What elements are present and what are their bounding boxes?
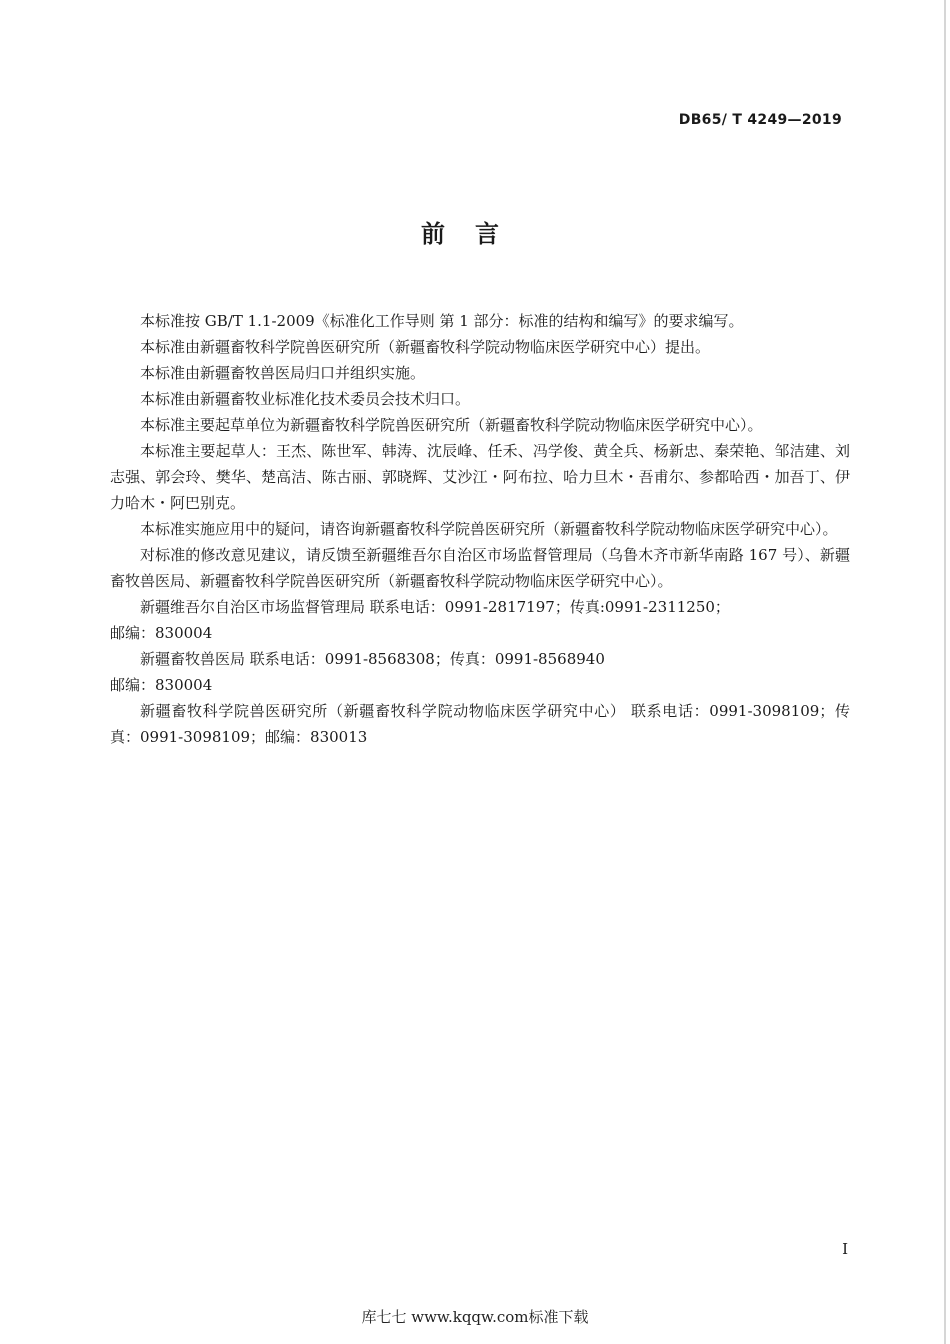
postcode-animal-husbandry-bureau: 邮编：830004 (110, 676, 213, 694)
paragraph-inquiry: 本标准实施应用中的疑问，请咨询新疆畜牧科学院兽医研究所（新疆畜牧科学院动物临床医学研究中心）。 (140, 520, 838, 538)
paragraph-implementer: 本标准由新疆畜牧兽医局归口并组织实施。 (140, 364, 426, 382)
paragraph-feedback: 对标准的修改意见建议，请反馈至新疆维吾尔自治区市场监督管理局（乌鲁木齐市新华南路 167 号）、新疆畜牧兽医局、新疆畜牧科学院兽医研究所（新疆畜牧科学院动物临床医学研究中心）。 (110, 546, 850, 590)
paragraph-drafters: 本标准主要起草人：王杰、陈世军、韩涛、沈辰峰、任禾、冯学俊、黄全兵、杨新忠、秦荣艳、邹洁建、刘志强、郭会玲、樊华、楚高洁、陈古丽、郭晓辉、艾沙江・阿布拉、哈力旦木・吾甫尔、参都哈西・加吾丁、伊力哈木・阿巴别克。 (110, 442, 850, 512)
page-number: I (842, 1240, 848, 1258)
paragraph-committee: 本标准由新疆畜牧业标准化技术委员会技术归口。 (140, 390, 471, 408)
standard-code: DB65/ T 4249—2019 (678, 112, 842, 128)
contact-veterinary-institute: 新疆畜牧科学院兽医研究所（新疆畜牧科学院动物临床医学研究中心） 联系电话：0991-3098109；传真：0991-3098109；邮编：830013 (110, 702, 850, 746)
watermark-footer: 库七七 www.kqqw.com标准下载 (361, 1308, 589, 1326)
paragraph-drafting-rule: 本标准按 GB/T 1.1-2009《标准化工作导则 第 1 部分：标准的结构和编写》的要求编写。 (140, 312, 744, 330)
preface-body (110, 308, 850, 750)
paragraph-drafting-unit: 本标准主要起草单位为新疆畜牧科学院兽医研究所（新疆畜牧科学院动物临床医学研究中心）。 (140, 416, 763, 434)
page-title: 前言 (421, 220, 529, 248)
scan-edge-line (944, 0, 946, 1344)
contact-market-bureau: 新疆维吾尔自治区市场监督管理局 联系电话：0991-2817197；传真:0991-2311250； (140, 598, 730, 616)
contact-animal-husbandry-bureau: 新疆畜牧兽医局 联系电话：0991-8568308；传真：0991-8568940 (140, 650, 605, 668)
postcode-market-bureau: 邮编：830004 (110, 624, 213, 642)
paragraph-proposer: 本标准由新疆畜牧科学院兽医研究所（新疆畜牧科学院动物临床医学研究中心）提出。 (140, 338, 711, 356)
